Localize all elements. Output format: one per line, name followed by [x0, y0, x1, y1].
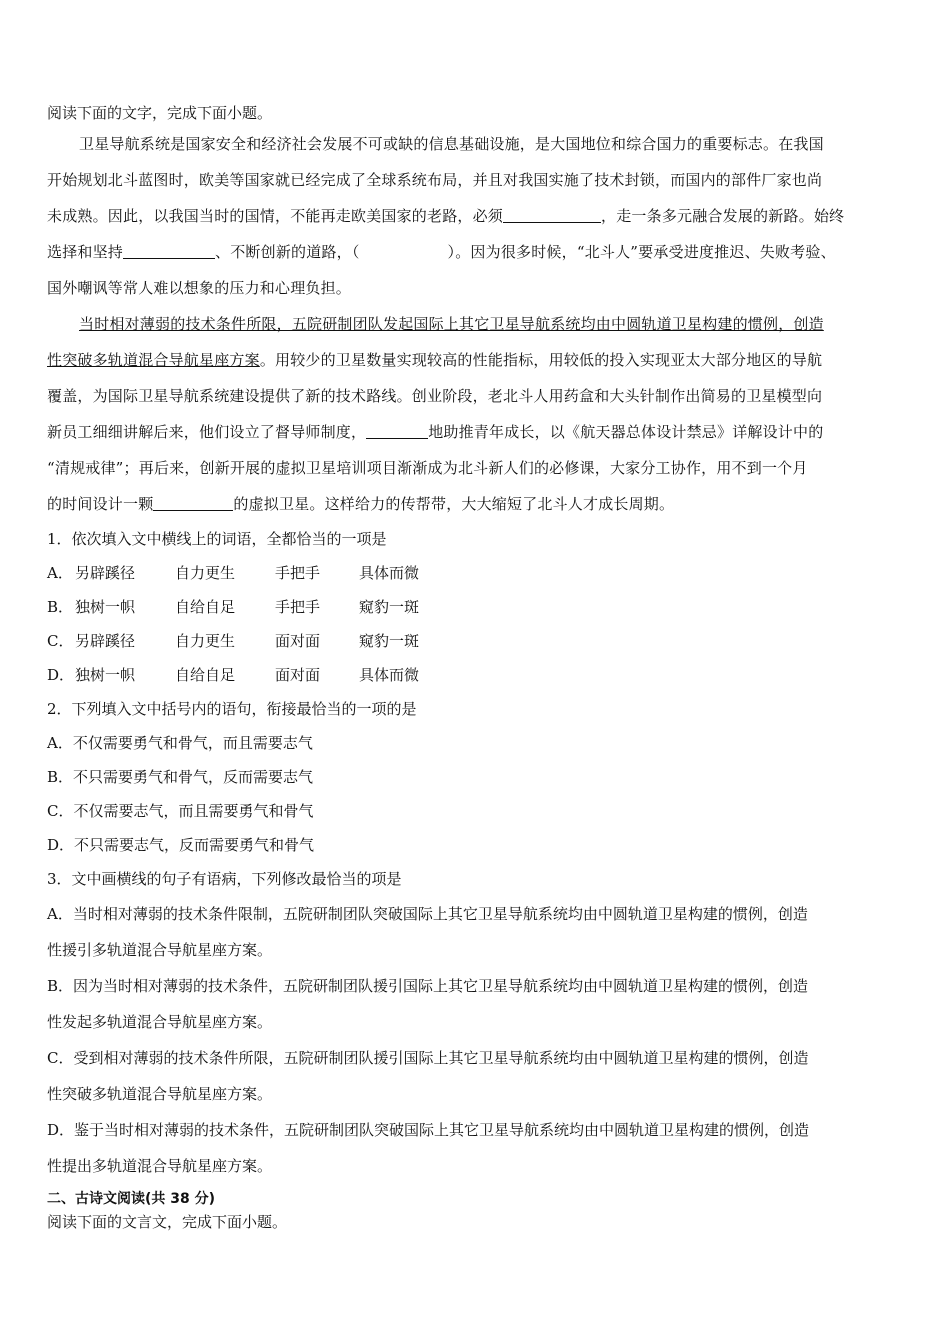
- paragraph-line: [47, 414, 903, 450]
- option-c[interactable]: [47, 624, 903, 658]
- paragraph-line: [47, 198, 903, 234]
- reading-instruction: 阅读下面的文字，完成下面小题。: [47, 104, 273, 122]
- option-line: A．当时相对薄弱的技术条件限制，五院研制团队突破国际上其它卫星导航系统均由中圆轨道卫星构建的惯例，创造: [47, 905, 808, 923]
- paragraph-line: 国外嘲讽等常人难以想象的压力和心理负担。: [47, 279, 352, 297]
- paragraph-line: “清规戒律”；再后来，创新开展的虚拟卫星培训项目渐渐成为北斗新人们的必修课，大家分工协作，用不到一个月: [47, 459, 808, 477]
- option-word: 自给自足: [175, 598, 236, 616]
- option-label: D．: [47, 666, 75, 684]
- text-segment: 选择和坚持: [47, 243, 124, 261]
- paragraph-line: [47, 306, 903, 342]
- option-b[interactable]: B．不只需要勇气和骨气，反而需要志气: [47, 768, 314, 786]
- text-segment: ）。因为很多时候，“北斗人”要承受进度推迟、失败考验、: [447, 243, 836, 261]
- option-word: 独树一帜: [75, 666, 136, 684]
- option-d[interactable]: D．不只需要志气，反而需要勇气和骨气: [47, 836, 315, 854]
- question-stem: 2．下列填入文中括号内的语句，衔接最恰当的一项的是: [47, 700, 417, 718]
- option-b[interactable]: [47, 590, 903, 624]
- question-stem: 3．文中画横线的句子有语病，下列修改最恰当的项是: [47, 870, 402, 888]
- paragraph-line: 覆盖，为国际卫星导航系统建设提供了新的技术路线。创业阶段，老北斗人用药盒和大头针制作出简易的卫星模型向: [47, 387, 823, 405]
- option-a[interactable]: [47, 556, 903, 590]
- option-word: 手把手: [275, 564, 321, 582]
- text-segment: 地助推青年成长，以《航天器总体设计禁忌》详解设计中的: [428, 423, 824, 441]
- option-word: 另辟蹊径: [75, 564, 136, 582]
- option-line: C．受到相对薄弱的技术条件所限，五院研制团队援引国际上其它卫星导航系统均由中圆轨道卫星构建的惯例，创造: [47, 1049, 809, 1067]
- option-line: 性突破多轨道混合导航星座方案。: [47, 1085, 273, 1103]
- option-word: 自给自足: [175, 666, 236, 684]
- option-line: 性提出多轨道混合导航星座方案。: [47, 1157, 273, 1175]
- option-c[interactable]: C．不仅需要志气，而且需要勇气和骨气: [47, 802, 314, 820]
- question-3: [47, 862, 903, 1184]
- paragraph-line: 卫星导航系统是国家安全和经济社会发展不可或缺的信息基础设施，是大国地位和综合国力的重要标志。在我国: [79, 135, 824, 153]
- question-2: [47, 692, 903, 862]
- option-line: 性援引多轨道混合导航星座方案。: [47, 941, 273, 959]
- fill-blank: [503, 206, 601, 223]
- passage-paragraph-1: [47, 126, 903, 306]
- section-heading: 二、古诗文阅读(共 38 分): [47, 1191, 216, 1207]
- option-line: D．鉴于当时相对薄弱的技术条件，五院研制团队突破国际上其它卫星导航系统均由中圆轨道卫星构建的惯例，创造: [47, 1121, 810, 1139]
- option-d[interactable]: [47, 1112, 903, 1184]
- option-word: 另辟蹊径: [75, 632, 136, 650]
- option-c[interactable]: [47, 1040, 903, 1112]
- option-label: A．: [47, 564, 73, 582]
- fill-blank: [123, 242, 215, 259]
- fill-blank: [366, 422, 428, 439]
- passage-paragraph-2: [47, 306, 903, 522]
- option-b[interactable]: [47, 968, 903, 1040]
- option-word: 面对面: [275, 666, 321, 684]
- text-segment: 的时间设计一颗: [47, 495, 154, 513]
- option-a[interactable]: A．不仅需要勇气和骨气，而且需要志气: [47, 734, 313, 752]
- paragraph-line: [47, 486, 903, 522]
- paragraph-line: 开始规划北斗蓝图时，欧美等国家就已经完成了全球系统布局，并且对我国实施了技术封锁，而国内的部件厂家也尚: [47, 171, 823, 189]
- option-label: B．: [47, 598, 74, 616]
- text-segment: 新员工细细讲解后来，他们设立了督导师制度，: [47, 423, 367, 441]
- paragraph-line: [47, 342, 903, 378]
- option-word: 自力更生: [175, 632, 236, 650]
- option-word: 具体而微: [359, 666, 420, 684]
- question-stem: 1．依次填入文中横线上的词语，全都恰当的一项是: [47, 530, 387, 548]
- option-line: 性发起多轨道混合导航星座方案。: [47, 1013, 273, 1031]
- option-word: 窥豹一斑: [359, 632, 420, 650]
- option-word: 面对面: [275, 632, 321, 650]
- option-word: 独树一帜: [75, 598, 136, 616]
- text-segment: ，走一条多元融合发展的新路。始终: [601, 207, 845, 225]
- underlined-sentence: 性突破多轨道混合导航星座方案: [47, 351, 260, 369]
- option-word: 窥豹一斑: [359, 598, 420, 616]
- text-segment: 未成熟。因此，以我国当时的国情，不能再走欧美国家的老路，必须: [47, 207, 504, 225]
- text-segment: 、不断创新的道路，（: [215, 243, 360, 261]
- fill-blank: [153, 494, 233, 511]
- option-line: B．因为当时相对薄弱的技术条件，五院研制团队援引国际上其它卫星导航系统均由中圆轨道卫星构建的惯例，创造: [47, 977, 809, 995]
- option-word: 具体而微: [359, 564, 420, 582]
- text-segment: 。用较少的卫星数量实现较高的性能指标，用较低的投入实现亚太大部分地区的导航: [259, 351, 823, 369]
- option-word: 自力更生: [175, 564, 236, 582]
- option-a[interactable]: [47, 896, 903, 968]
- paragraph-line: [47, 234, 903, 270]
- text-segment: 的虚拟卫星。这样给力的传帮带，大大缩短了北斗人才成长周期。: [233, 495, 675, 513]
- option-d[interactable]: [47, 658, 903, 692]
- underlined-sentence: 当时相对薄弱的技术条件所限，五院研制团队发起国际上其它卫星导航系统均由中圆轨道卫星构建的惯例，创造: [79, 315, 824, 333]
- option-label: C．: [47, 632, 74, 650]
- document-page: [47, 100, 903, 1234]
- option-word: 手把手: [275, 598, 321, 616]
- section-instruction: 阅读下面的文言文，完成下面小题。: [47, 1213, 288, 1231]
- question-1: [47, 522, 903, 692]
